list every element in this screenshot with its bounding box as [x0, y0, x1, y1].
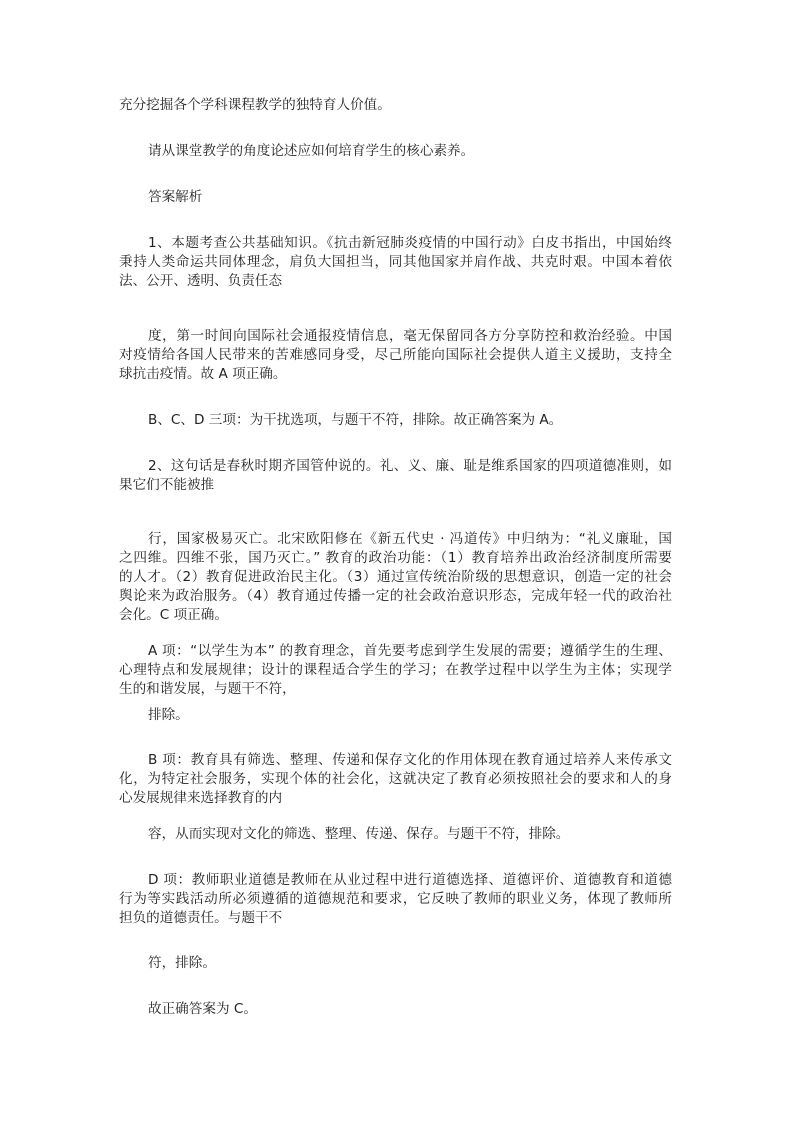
text-line: 容，从而实现对文化的筛选、整理、传递、保存。与题干不符，排除。: [148, 826, 570, 842]
paragraph: [119, 871, 672, 928]
text-line: 果它们不能被推: [119, 477, 215, 493]
text-line: B 项：教育具有筛选、整理、传递和保存文化的作用体现在教育通过培养人来传承文: [148, 752, 672, 768]
paragraph: [119, 188, 672, 207]
text-line: 担负的道德责任。与题干不: [119, 910, 283, 926]
paragraph: [119, 825, 672, 844]
paragraph: [119, 751, 672, 808]
paragraph: [119, 457, 672, 495]
text-line: 充分挖掘各个学科课程教学的独特育人价值。: [119, 97, 391, 113]
text-line: 之四维。四维不张，国乃灭亡。” 教育的政治功能：（1）教育培养出政治经济制度所需要: [119, 550, 672, 566]
text-line: 对疫情给各国人民带来的苦难感同身受，尽己所能向国际社会提供人道主义援助，支持全: [119, 347, 672, 363]
text-line: 排除。: [148, 707, 189, 723]
text-line: 会化。C 项正确。: [119, 607, 228, 623]
text-line: 度，第一时间向国际社会通报疫情信息，毫无保留同各方分享防控和救治经验。中国: [148, 328, 672, 344]
text-line: 生的和谐发展，与题干不符，: [119, 681, 296, 697]
text-line: D 项：教师职业道德是教师在从业过程中进行道德选择、道德评价、道德教育和道德: [148, 872, 672, 888]
text-line: 1、本题考查公共基础知识。《抗击新冠肺炎疫情的中国行动》白皮书指出，中国始终: [148, 235, 672, 251]
text-line: 符，排除。: [148, 955, 216, 971]
paragraph: [119, 954, 672, 973]
paragraph: [119, 1000, 672, 1019]
text-line: 的人才。（2）教育促进政治民主化。（3）通过宣传统治阶级的思想意识，创造一定的社会: [119, 569, 672, 585]
text-line: 故正确答案为 C。: [148, 1001, 257, 1017]
text-line: 行为等实践活动所必须遵循的道德规范和要求，它反映了教师的职业义务，体现了教师所: [119, 891, 672, 907]
paragraph: [119, 642, 672, 699]
text-line: B、C、D 三项：为干扰选项，与题干不符，排除。故正确答案为 A。: [148, 412, 563, 428]
paragraph: [119, 96, 672, 115]
paragraph: [119, 411, 672, 430]
text-line: A 项：“以学生为本” 的教育理念，首先要考虑到学生发展的需要；遵循学生的生理、: [148, 643, 672, 659]
text-line: 秉持人类命运共同体理念，肩负大国担当，同其他国家并肩作战、共克时艰。中国本着依: [119, 254, 672, 270]
text-line: 请从课堂教学的角度论述应如何培育学生的核心素养。: [148, 143, 475, 159]
text-line: 心理特点和发展规律；设计的课程适合学生的学习；在教学过程中以学生为主体；实现学: [119, 662, 672, 678]
text-line: 舆论来为政治服务。（4）教育通过传播一定的社会政治意识形态，完成年轻一代的政治社: [119, 588, 672, 604]
text-line: 2、这句话是春秋时期齐国管仲说的。礼、义、廉、耻是维系国家的四项道德准则，如: [148, 458, 672, 474]
paragraph: [119, 327, 672, 384]
paragraph: [119, 706, 672, 725]
text-line: 心发展规律来选择教育的内: [119, 790, 283, 806]
text-line: 球抗击疫情。故 A 项正确。: [119, 366, 287, 382]
text-line: 法、公开、透明、负责任态: [119, 273, 283, 289]
text-line: 行，国家极易灭亡。北宋欧阳修在《新五代史 · 冯道传》中归纳为：“礼义廉耻，国: [148, 531, 672, 547]
text-line: 化，为特定社会服务，实现个体的社会化，这就决定了教育必须按照社会的要求和人的身: [119, 771, 672, 787]
text-line: 答案解析: [148, 189, 203, 205]
paragraph: [119, 234, 672, 291]
paragraph: [119, 142, 672, 161]
paragraph: [119, 530, 672, 625]
